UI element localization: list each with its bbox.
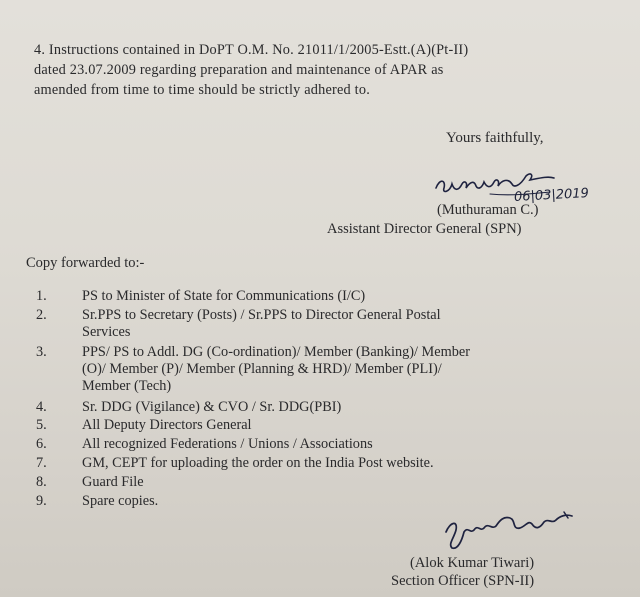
list-item-number: 4. — [36, 399, 47, 415]
list-item-line: Sr. DDG (Vigilance) & CVO / Sr. DDG(PBI) — [82, 399, 342, 415]
signatory-designation: Section Officer (SPN-II) — [391, 573, 535, 589]
list-item-text — [82, 344, 568, 395]
signatory-name: (Muthuraman C.) — [437, 202, 539, 218]
list-item-line: All Deputy Directors General — [82, 417, 252, 433]
list-item-number: 1. — [36, 288, 47, 304]
list-item-line: (O)/ Member (P)/ Member (Planning & HRD)/ Member (PLI)/ — [82, 361, 442, 377]
paragraph-line: 4. Instructions contained in DoPT O.M. No. 21011/1/2005-Estt.(A)(Pt-II) — [34, 42, 469, 58]
list-item-number: 7. — [36, 455, 47, 471]
signatory-designation: Assistant Director General (SPN) — [327, 221, 522, 237]
signature-date: 06|03|2019 — [513, 186, 590, 205]
list-item-text — [82, 474, 568, 491]
signatory-name: (Alok Kumar Tiwari) — [410, 555, 535, 571]
list-item-text — [82, 493, 568, 510]
list-item-line: Sr.PPS to Secretary (Posts) / Sr.PPS to Director General Postal — [82, 307, 441, 323]
list-item-text — [82, 436, 568, 453]
list-item-line: Services — [82, 324, 131, 340]
paragraph-line: amended from time to time should be strictly adhered to. — [34, 82, 370, 98]
list-item-text — [82, 399, 568, 416]
list-item-text — [82, 455, 568, 472]
list-item-number: 9. — [36, 493, 47, 509]
list-item-line: Member (Tech) — [82, 378, 172, 394]
paragraph-line: dated 23.07.2009 regarding preparation and maintenance of APAR as — [34, 62, 444, 78]
list-item-text — [82, 288, 568, 305]
list-item-number: 2. — [36, 307, 47, 323]
closing-salutation: Yours faithfully, — [446, 130, 544, 146]
list-item-number: 6. — [36, 436, 47, 452]
list-item-line: PS to Minister of State for Communications (I/C) — [82, 288, 366, 304]
list-item-number: 8. — [36, 474, 47, 490]
list-item-text — [82, 417, 568, 434]
list-item-line: PPS/ PS to Addl. DG (Co-ordination)/ Member (Banking)/ Member — [82, 344, 470, 360]
list-item-number: 5. — [36, 417, 47, 433]
list-item-line: Spare copies. — [82, 493, 159, 509]
list-item-line: Guard File — [82, 474, 144, 490]
instruction-paragraph — [34, 40, 564, 100]
list-item-line: GM, CEPT for uploading the order on the India Post website. — [82, 455, 434, 471]
copy-forwarded-heading: Copy forwarded to:- — [26, 255, 145, 271]
list-item-line: All recognized Federations / Unions / Associations — [82, 436, 373, 452]
signature-alok-kumar-tiwari — [440, 510, 580, 554]
list-item-number: 3. — [36, 344, 47, 360]
list-item-text — [82, 307, 568, 341]
